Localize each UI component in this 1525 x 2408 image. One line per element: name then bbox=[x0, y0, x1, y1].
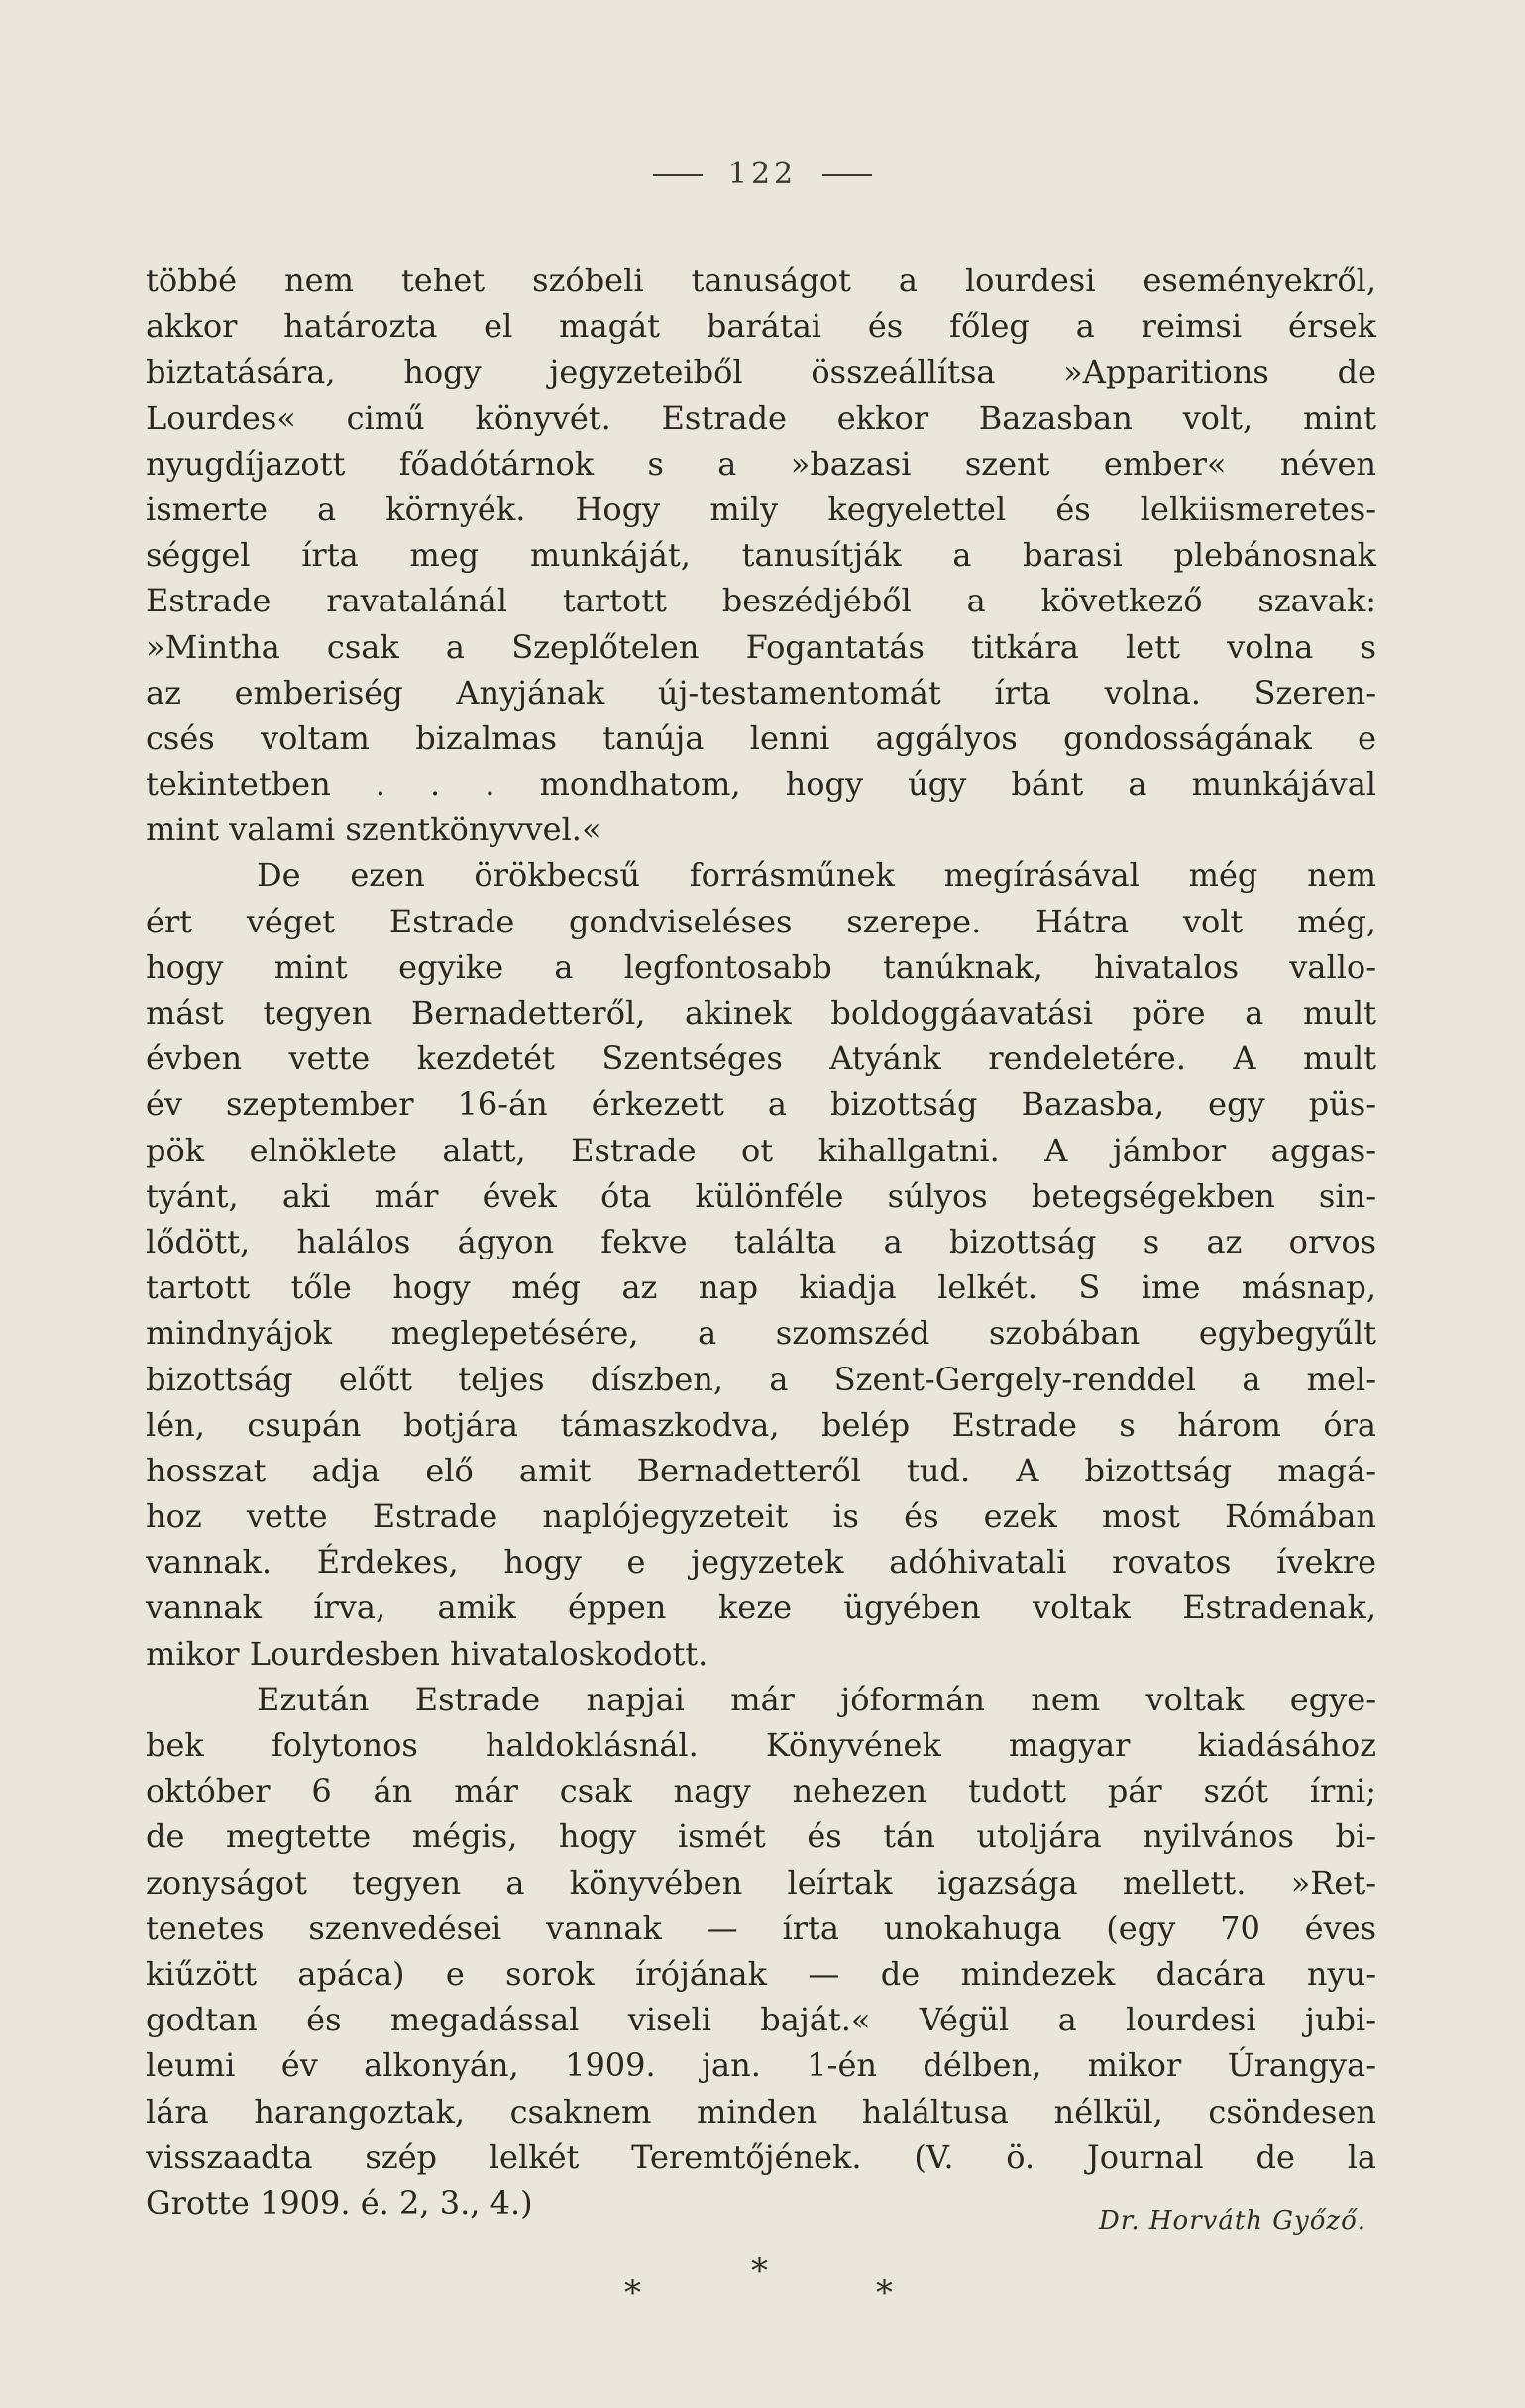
text-line: bek folytonos haldoklásnál. Könyvének magyar kiadásához bbox=[146, 1726, 1376, 1764]
text-line: godtan és megadással viseli baját.« Végül a lourdesi jubi- bbox=[146, 2001, 1376, 2039]
text-line: év szeptember 16-án érkezett a bizottság Bazasba, egy püs- bbox=[146, 1085, 1376, 1124]
text-line: vannak. Érdekes, hogy e jegyzetek adóhivatali rovatos ívekre bbox=[146, 1543, 1376, 1582]
asterisk-right: * bbox=[876, 2273, 893, 2313]
text-line: tartott tőle hogy még az nap kiadja lelkét. S ime másnap, bbox=[146, 1268, 1376, 1307]
text-line: lára harangoztak, csaknem minden haláltusa nélkül, csöndesen bbox=[146, 2092, 1376, 2131]
text-line: tekintetben . . . mondhatom, hogy úgy bánt a munkájával bbox=[146, 765, 1376, 804]
text-line: az emberiség Anyjának új-testamentomát írta volna. Szeren- bbox=[146, 673, 1376, 711]
right-dash bbox=[822, 174, 872, 176]
text-line: de megtette mégis, hogy ismét és tán utoljára nyilvános bi- bbox=[146, 1817, 1376, 1856]
page-number-header bbox=[0, 157, 1525, 191]
text-line: tyánt, aki már évek óta különféle súlyos betegségekben sin- bbox=[146, 1176, 1376, 1215]
text-line: vannak írva, amik éppen keze ügyében voltak Estradenak, bbox=[146, 1588, 1376, 1627]
text-line: nyugdíjazott főadótárnok s a »bazasi szent ember« néven bbox=[146, 444, 1376, 483]
body-text bbox=[146, 258, 1376, 2226]
text-line: hogy mint egyike a legfontosabb tanúknak, hivatalos vallo- bbox=[146, 947, 1376, 986]
text-line: évben vette kezdetét Szentséges Atyánk rendeletére. A mult bbox=[146, 1040, 1376, 1078]
text-line: séggel írta meg munkáját, tanusítják a barasi plebánosnak bbox=[146, 536, 1376, 575]
page-number: 122 bbox=[727, 157, 798, 191]
text-line: ért véget Estrade gondviseléses szerepe. Hátra volt még, bbox=[146, 902, 1376, 940]
text-line: zonyságot tegyen a könyvében leírtak igazsága mellett. »Ret- bbox=[146, 1863, 1376, 1902]
text-line: Lourdes« cimű könyvét. Estrade ekkor Bazasban volt, mint bbox=[146, 398, 1376, 437]
author-signature: Dr. Horváth Győző. bbox=[1098, 2206, 1366, 2236]
text-line: Ezután Estrade napjai már jóformán nem voltak egye- bbox=[257, 1680, 1376, 1718]
text-line: ismerte a környék. Hogy mily kegyelettel és lelkiismeretes- bbox=[146, 490, 1376, 528]
text-line: hoz vette Estrade naplójegyzeteit is és ezek most Rómában bbox=[146, 1497, 1376, 1536]
text-line: Estrade ravatalánál tartott beszédjéből a következő szavak: bbox=[146, 582, 1376, 620]
text-line: biztatására, hogy jegyzeteiből összeállítsa »Apparitions de bbox=[146, 353, 1376, 391]
text-line: Grotte 1909. é. 2, 3., 4.) bbox=[146, 2183, 533, 2222]
text-line: leumi év alkonyán, 1909. jan. 1-én délben, mikor Úrangya- bbox=[146, 2046, 1376, 2085]
text-line: bizottság előtt teljes díszben, a Szent-Gergely-renddel a mel- bbox=[146, 1360, 1376, 1398]
asterisk-left: * bbox=[624, 2273, 641, 2313]
asterisk-middle: * bbox=[751, 2251, 768, 2291]
text-line: mindnyájok meglepetésére, a szomszéd szobában egybegyűlt bbox=[146, 1314, 1376, 1353]
text-line: De ezen örökbecsű forrásműnek megírásával még nem bbox=[257, 856, 1376, 895]
text-line: kiűzött apáca) e sorok írójának — de mindezek dacára nyu- bbox=[146, 1954, 1376, 1993]
text-line: többé nem tehet szóbeli tanuságot a lourdesi eseményekről, bbox=[146, 262, 1376, 299]
text-line: csés voltam bizalmas tanúja lenni aggályos gondosságának e bbox=[146, 718, 1376, 757]
text-line: visszaadta szép lelkét Teremtőjének. (V. ö. Journal de la bbox=[146, 2137, 1376, 2176]
text-line: mást tegyen Bernadetteről, akinek boldoggáavatási pöre a mult bbox=[146, 994, 1376, 1032]
text-line: »Mintha csak a Szeplőtelen Fogantatás titkára lett volna s bbox=[146, 627, 1376, 666]
text-line: tenetes szenvedései vannak — írta unokahuga (egy 70 éves bbox=[146, 1909, 1376, 1947]
text-line: hosszat adja elő amit Bernadetteről tud. A bizottság magá- bbox=[146, 1451, 1376, 1489]
section-separator bbox=[0, 2251, 1525, 2311]
text-line: mikor Lourdesben hivataloskodott. bbox=[146, 1634, 708, 1673]
text-line: pök elnöklete alatt, Estrade ot kihallgatni. A jámbor aggas- bbox=[146, 1131, 1376, 1169]
left-dash bbox=[653, 174, 703, 176]
text-line: lődött, halálos ágyon fekve találta a bizottság s az orvos bbox=[146, 1222, 1376, 1260]
text-line: október 6 án már csak nagy nehezen tudott pár szót írni; bbox=[146, 1772, 1376, 1810]
text-line: akkor határozta el magát barátai és főleg a reimsi érsek bbox=[146, 307, 1376, 346]
text-line: mint valami szentkönyvvel.« bbox=[146, 811, 601, 849]
text-line: lén, csupán botjára támaszkodva, belép Estrade s három óra bbox=[146, 1405, 1376, 1444]
